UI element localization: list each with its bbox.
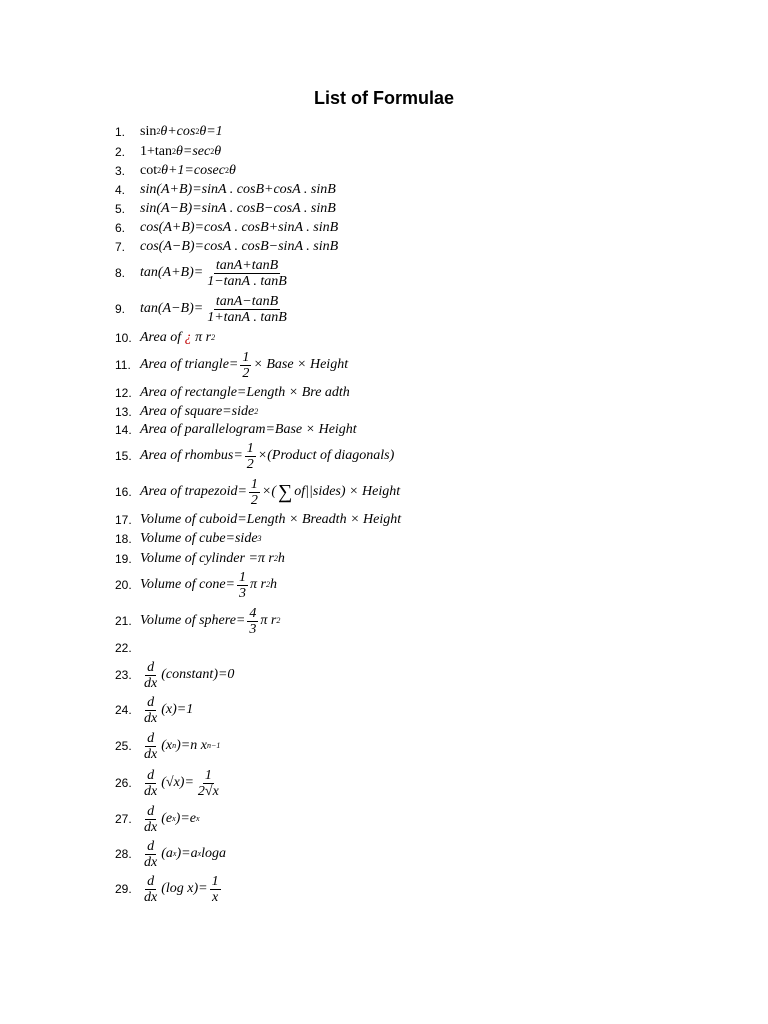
formula-2: 2. 1+tan 2 θ=sec 2 θ xyxy=(115,144,222,159)
formula-25: 25. $\frac{d}{dx}$ (x n )=n x n−1 xyxy=(115,730,221,762)
formula-12: 12. Area of rectangle=Length × Bre adth xyxy=(115,385,350,400)
formula-20: 20. Volume of cone= $\frac{1}{3}$ π r 2 h xyxy=(115,569,277,601)
formula-15: 15. Area of rhombus= $\frac{1}{2}$ ×(Product of diagonals) xyxy=(115,440,395,472)
formula-24: 24. $\frac{d}{dx}$ (x)=1 xyxy=(115,694,194,726)
formula-5: 5. sin(A−B)=sinA . cosB−cosA . sinB xyxy=(115,201,336,216)
formula-9: 9. tan(A−B)= $\frac{\tan A-\tan B}{1+\tan A . \tan B}$ xyxy=(115,293,287,325)
formula-13: 13. Area of square=side 2 xyxy=(115,404,259,419)
formula-8: 8. tan(A+B)= $\frac{\tan A+\tan B}{1-\tan A . \tan B}$ xyxy=(115,257,287,289)
formula-19: 19. Volume of cylinder =π r 2 h xyxy=(115,551,285,566)
formula-4: 4. sin(A+B)=sinA . cosB+cosA . sinB xyxy=(115,182,336,197)
formula-29: 29. $\frac{d}{dx}$ (log x)= $\frac{1}{x}$ xyxy=(115,873,219,905)
page-title: List of Formulae xyxy=(313,88,454,108)
formula-23: 23. $\frac{d}{dx}$ (constant)=0 xyxy=(115,659,235,691)
formula-22: 22. xyxy=(115,641,132,655)
formula-16: 16. Area of trapezoid= $\frac{1}{2}$ ×( ∑ of||sides) × Height xyxy=(115,476,401,508)
formula-27: 27. $\frac{d}{dx}$ (e x )=e x xyxy=(115,803,200,835)
formula-14: 14. Area of parallelogram=Base × Height xyxy=(115,422,357,437)
formula-18: 18. Volume of cube=side 3 xyxy=(115,531,262,546)
formula-21: 21. Volume of sphere= $\frac{4}{3}$ π r 2 xyxy=(115,605,281,637)
formula-11: 11. Area of triangle= $\frac{1}{2}$ × Base × Height xyxy=(115,349,349,381)
formula-7: 7. cos(A−B)=cosA . cosB−sinA . sinB xyxy=(115,239,339,254)
formula-28: 28. $\frac{d}{dx}$ (a x )=a x loga xyxy=(115,838,227,870)
formula-26: 26. $\frac{d}{dx}$ (√x)= $\frac{1}{2√x}$ xyxy=(115,767,219,799)
formula-1: 1. sin 2 θ+cos 2 θ=1 xyxy=(115,124,223,139)
formula-6: 6. cos(A+B)=cosA . cosB+sinA . sinB xyxy=(115,220,339,235)
formula-10: 10. Area of ¿ π r 2 xyxy=(115,330,216,345)
formula-number: 1. xyxy=(115,125,126,139)
formula-17: 17. Volume of cuboid=Length × Breadth × Height xyxy=(115,512,402,527)
formula-3: 3. cot 2 θ+1=cosec 2 θ xyxy=(115,163,236,178)
